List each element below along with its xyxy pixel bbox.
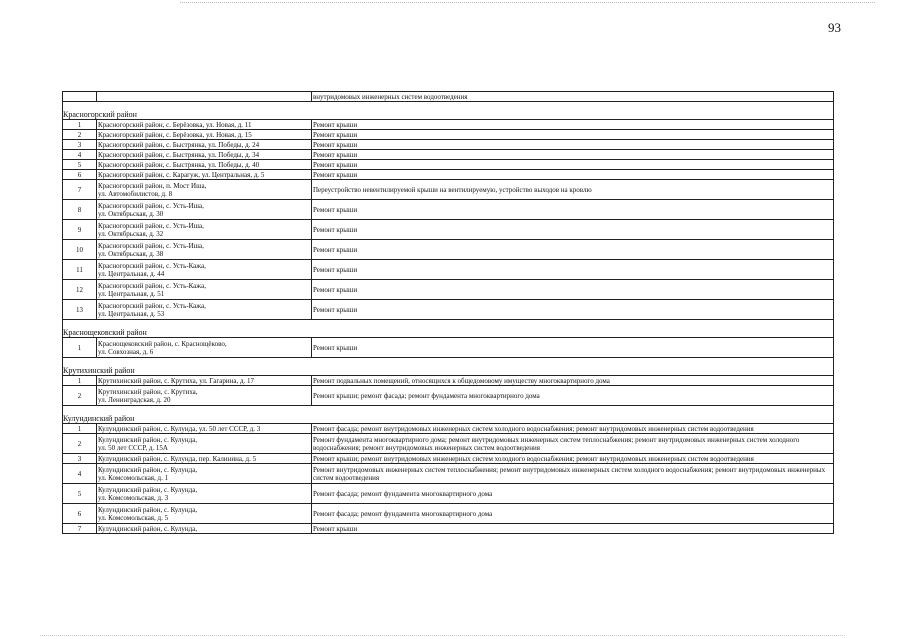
address-line: Кулундинский район, с. Кулунда, bbox=[98, 485, 198, 494]
table-row bbox=[63, 376, 834, 386]
address-cell bbox=[97, 220, 312, 240]
address-line: Красногорский район, п. Мост Иша, bbox=[98, 181, 207, 190]
table-row bbox=[63, 220, 834, 240]
row-number-cell: 2 bbox=[63, 434, 97, 454]
address-line: Кулундинский район, с. Кулунда, bbox=[98, 505, 198, 514]
address-cell bbox=[97, 424, 312, 434]
row-number-cell: 7 bbox=[63, 524, 97, 534]
table-row bbox=[63, 120, 834, 130]
table-row bbox=[63, 280, 834, 300]
address-cell bbox=[97, 484, 312, 504]
work-cell: Ремонт крыши bbox=[312, 220, 834, 240]
district-name: Красногорский район bbox=[63, 102, 834, 120]
district-name: Крутихинский район bbox=[63, 358, 834, 376]
address-cell bbox=[97, 120, 312, 130]
address-line: Красногорский район, с. Берёзовка, ул. Новая, д. 11 bbox=[98, 120, 252, 129]
address-line: ул. Комсомольская, д. 3 bbox=[98, 493, 169, 502]
address-line: Красногорский район, с. Усть-Кажа, bbox=[98, 281, 206, 290]
address-line: ул. Комсомольская, д. 5 bbox=[98, 513, 169, 522]
work-cell: Ремонт крыши bbox=[312, 240, 834, 260]
table-row bbox=[63, 434, 834, 454]
continuation-row bbox=[63, 92, 834, 102]
row-number-cell: 12 bbox=[63, 280, 97, 300]
row-number-cell: 4 bbox=[63, 150, 97, 160]
district-header-row bbox=[63, 358, 834, 376]
address-line: Красногорский район, с. Усть-Кажа, bbox=[98, 261, 206, 270]
work-cell: Ремонт крыши bbox=[312, 200, 834, 220]
row-number-cell: 11 bbox=[63, 260, 97, 280]
address-line: Красногорский район, с. Быстрянка, ул. Победы, д. 40 bbox=[98, 160, 260, 169]
address-cell bbox=[97, 504, 312, 524]
address-line: Кулундинский район, с. Кулунда, bbox=[98, 435, 198, 444]
address-line: ул. Центральная, д. 51 bbox=[98, 289, 165, 298]
row-number-cell: 1 bbox=[63, 376, 97, 386]
row-number-cell: 5 bbox=[63, 160, 97, 170]
address-cell bbox=[97, 376, 312, 386]
table-row bbox=[63, 424, 834, 434]
address-cell bbox=[97, 130, 312, 140]
address-cell bbox=[97, 386, 312, 406]
table-row bbox=[63, 200, 834, 220]
work-cell: Переустройство невентилируемой крыши на вентилируемую, устройство выходов на кровлю bbox=[312, 180, 834, 200]
table-row bbox=[63, 150, 834, 160]
work-cell: Ремонт крыши bbox=[312, 280, 834, 300]
address-line: Кулундинский район, с. Кулунда, пер. Калинина, д. 5 bbox=[98, 454, 257, 463]
table-row bbox=[63, 180, 834, 200]
address-cell bbox=[97, 170, 312, 180]
row-number-cell: 10 bbox=[63, 240, 97, 260]
table-row bbox=[63, 170, 834, 180]
work-cell: Ремонт крыши bbox=[312, 300, 834, 320]
table-row bbox=[63, 464, 834, 484]
row-number-cell: 5 bbox=[63, 484, 97, 504]
work-cell: Ремонт крыши; ремонт фасада; ремонт фундамента многоквартирного дома bbox=[312, 386, 834, 406]
row-number-cell: 1 bbox=[63, 120, 97, 130]
scan-bottom-edge bbox=[40, 635, 845, 636]
table-row bbox=[63, 386, 834, 406]
address-line: Кулундинский район, с. Кулунда, bbox=[98, 465, 198, 474]
address-line: Красногорский район, с. Усть-Иша, bbox=[98, 241, 204, 250]
district-header-row bbox=[63, 102, 834, 120]
address-line: Красногорский район, с. Усть-Кажа, bbox=[98, 301, 206, 310]
address-line: Красногорский район, с. Быстрянка, ул. Победы, д. 24 bbox=[98, 140, 260, 149]
row-number-cell: 7 bbox=[63, 180, 97, 200]
address-cell bbox=[97, 524, 312, 534]
row-number-cell: 6 bbox=[63, 504, 97, 524]
address-line: ул. Совхозная, д. 6 bbox=[98, 347, 154, 356]
work-cell: Ремонт крыши bbox=[312, 260, 834, 280]
work-cell: Ремонт крыши bbox=[312, 160, 834, 170]
table-body bbox=[63, 92, 834, 534]
table-row bbox=[63, 240, 834, 260]
work-cell: Ремонт фундамента многоквартирного дома; ремонт внутридомовых инженерных систем теплоснабжения; ремонт внутридомовых инженерных систем холодного водоснабжения; ремонт внутридомовых инженерных систем водоотведения bbox=[312, 434, 834, 454]
work-cell: Ремонт крыши bbox=[312, 140, 834, 150]
work-cell: Ремонт крыши bbox=[312, 338, 834, 358]
work-cell: Ремонт подвальных помещений, относящихся к общедомовому имуществу многоквартирного дома bbox=[312, 376, 834, 386]
address-line: Красногорский район, с. Берёзовка, ул. Новая, д. 15 bbox=[98, 130, 252, 139]
work-cell: Ремонт крыши; ремонт внутридомовых инженерных систем холодного водоснабжения; ремонт внутридомовых инженерных систем водоотведения bbox=[312, 454, 834, 464]
row-number-cell: 2 bbox=[63, 130, 97, 140]
address-cell bbox=[97, 280, 312, 300]
district-name: Кулундинский район bbox=[63, 406, 834, 424]
address-cell bbox=[97, 200, 312, 220]
address-line: Красногорский район, с. Усть-Иша, bbox=[98, 201, 204, 210]
address-line: Краснощековский район, с. Краснощёково, bbox=[98, 339, 227, 348]
address-line: Красногорский район, с. Карагуж, ул. Центральная, д. 5 bbox=[98, 170, 265, 179]
row-number-cell: 1 bbox=[63, 338, 97, 358]
page-number: 93 bbox=[828, 20, 841, 35]
repair-program-table bbox=[62, 91, 834, 534]
table-row bbox=[63, 160, 834, 170]
district-name: Краснощековский район bbox=[63, 320, 834, 338]
district-header-row bbox=[63, 320, 834, 338]
address-line: ул. Автомобилистов, д. 8 bbox=[98, 189, 173, 198]
row-number-cell: 2 bbox=[63, 386, 97, 406]
row-number-cell: 4 bbox=[63, 464, 97, 484]
row-number-cell: 3 bbox=[63, 454, 97, 464]
address-line: ул. Ленинградская, д. 20 bbox=[98, 395, 171, 404]
address-line: ул. Центральная, д. 53 bbox=[98, 309, 165, 318]
table-row bbox=[63, 504, 834, 524]
address-cell bbox=[97, 260, 312, 280]
address-line: ул. Комсомольская, д. 1 bbox=[98, 473, 169, 482]
table-row bbox=[63, 130, 834, 140]
row-number-cell: 3 bbox=[63, 140, 97, 150]
table-row bbox=[63, 484, 834, 504]
address-cell bbox=[97, 180, 312, 200]
address-line: Крутихинский район, с. Крутиха, bbox=[98, 387, 198, 396]
address-cell bbox=[97, 464, 312, 484]
row-number-cell bbox=[63, 92, 97, 102]
address-line: ул. Октябрьская, д. 30 bbox=[98, 209, 164, 218]
scan-top-edge bbox=[180, 2, 875, 3]
row-number-cell: 9 bbox=[63, 220, 97, 240]
district-header-row bbox=[63, 406, 834, 424]
address-line: ул. Октябрьская, д. 32 bbox=[98, 229, 164, 238]
address-line: Кулундинский район, с. Кулунда, ул. 50 лет СССР, д. 3 bbox=[98, 424, 261, 433]
row-number-cell: 8 bbox=[63, 200, 97, 220]
work-cell: Ремонт крыши bbox=[312, 150, 834, 160]
address-cell bbox=[97, 140, 312, 150]
address-line: Кулундинский район, с. Кулунда, bbox=[98, 524, 198, 533]
row-number-cell: 6 bbox=[63, 170, 97, 180]
work-cell: Ремонт фасада; ремонт фундамента многоквартирного дома bbox=[312, 504, 834, 524]
work-cell: Ремонт крыши bbox=[312, 170, 834, 180]
row-number-cell: 13 bbox=[63, 300, 97, 320]
work-cell: Ремонт фасада; ремонт фундамента многоквартирного дома bbox=[312, 484, 834, 504]
work-cell: внутридомовых инженерных систем водоотведения bbox=[312, 92, 834, 102]
work-cell: Ремонт внутридомовых инженерных систем теплоснабжения; ремонт внутридомовых инженерных систем холодного водоснабжения; ремонт внутридомовых инженерных систем водоотведения bbox=[312, 464, 834, 484]
address-cell bbox=[97, 338, 312, 358]
address-cell bbox=[97, 92, 312, 102]
address-cell bbox=[97, 454, 312, 464]
address-line: Крутихинский район, с. Крутиха, ул. Гагарина, д. 17 bbox=[98, 376, 255, 385]
address-cell bbox=[97, 434, 312, 454]
address-line: Красногорский район, с. Усть-Иша, bbox=[98, 221, 204, 230]
address-line: ул. 50 лет СССР, д. 15А bbox=[98, 443, 168, 452]
table-row bbox=[63, 338, 834, 358]
address-cell bbox=[97, 150, 312, 160]
table-row bbox=[63, 524, 834, 534]
address-cell bbox=[97, 300, 312, 320]
address-line: ул. Центральная, д. 44 bbox=[98, 269, 165, 278]
work-cell: Ремонт фасада; ремонт внутридомовых инженерных систем холодного водоснабжения; ремонт внутридомовых инженерных систем водоотведения bbox=[312, 424, 834, 434]
work-cell: Ремонт крыши bbox=[312, 524, 834, 534]
table-row bbox=[63, 454, 834, 464]
address-cell bbox=[97, 160, 312, 170]
address-line: Красногорский район, с. Быстрянка, ул. Победы, д. 34 bbox=[98, 150, 260, 159]
table-row bbox=[63, 300, 834, 320]
address-cell bbox=[97, 240, 312, 260]
work-cell: Ремонт крыши bbox=[312, 130, 834, 140]
table-row bbox=[63, 260, 834, 280]
row-number-cell: 1 bbox=[63, 424, 97, 434]
address-line: ул. Октябрьская, д. 38 bbox=[98, 249, 164, 258]
work-cell: Ремонт крыши bbox=[312, 120, 834, 130]
table-row bbox=[63, 140, 834, 150]
